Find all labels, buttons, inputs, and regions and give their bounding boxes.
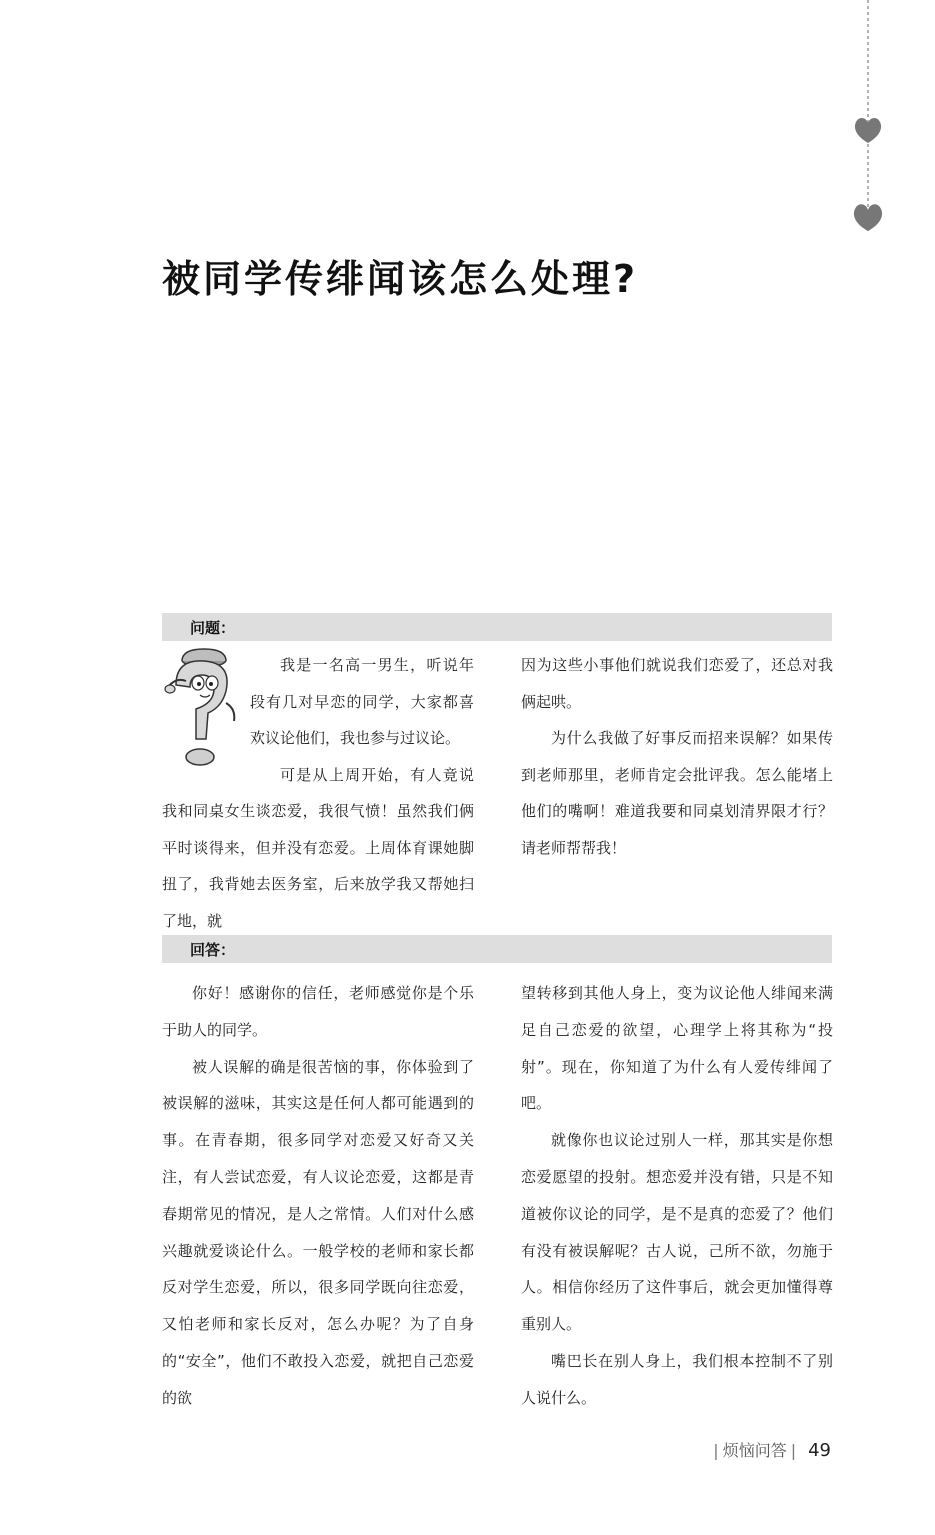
answer-paragraph-4: 就像你也议论过别人一样，那其实是你想恋爱愿望的投射。想恋爱并没有错，只是不知道被你议论的同学，是不是真的恋爱了？他们有没有被误解呢？古人说，己所不欲，勿施于人。相信你经历了这件事后，就会更加懂得尊重别人。 — [521, 1131, 833, 1334]
hanging-hearts-decoration — [0, 0, 935, 260]
answer-right-column — [521, 975, 833, 1417]
question-paragraph-1: 我是一名高一男生，听说年段有几对早恋的同学，大家都喜欢议论他们，我也参与过议论。 — [250, 656, 474, 747]
answer-paragraph-3: 望转移到其他人身上，变为议论他人绯闻来满足自己恋爱的欲望，心理学上将其称为“投射”。现在，你知道了为什么有人爱传绯闻了吧。 — [521, 984, 833, 1113]
question-paragraph-2: 可是从上周开始，有人竟说我和同桌女生谈恋爱，我很气愤！虽然我们俩平时谈得来，但并没有恋爱。上周体育课她脚扭了，我背她去医务室，后来放学我又帮她扫了地，就 — [162, 765, 474, 930]
answer-label: 回答： — [190, 941, 236, 959]
answer-header-bar — [162, 935, 832, 963]
answer-paragraph-5: 嘴巴长在别人身上，我们根本控制不了别人说什么。 — [521, 1351, 833, 1407]
footer-divider: | — [790, 1441, 797, 1460]
question-label: 问题： — [190, 619, 236, 637]
page-title: 被同学传绯闻该怎么处理? — [162, 257, 639, 301]
footer-divider: | — [713, 1441, 719, 1460]
question-mark-cartoon-illustration — [162, 647, 242, 767]
question-paragraph-3: 因为这些小事他们就说我们恋爱了，还总对我俩起哄。 — [521, 656, 833, 711]
answer-left-column — [162, 975, 474, 1417]
question-header-bar — [162, 613, 832, 641]
answer-paragraph-2: 被人误解的确是很苦恼的事，你体验到了被误解的滋味，其实这是任何人都可能遇到的事。在青春期，很多同学对恋爱又好奇又关注，有人尝试恋爱，有人议论恋爱，这都是青春期常见的情况，是人之常情。人们对什么感兴趣就爱谈论什么。一般学校的老师和家长都反对学生恋爱，所以，很多同学既向往恋爱，又怕老师和家长反对，怎么办呢？为了自身的“安全”，他们不敢投入恋爱，就把自己恋爱的欲 — [162, 1057, 474, 1407]
page-footer — [709, 1438, 831, 1461]
question-right-column — [521, 647, 833, 866]
heart-icon — [854, 204, 882, 231]
question-left-column — [162, 647, 474, 930]
footer-section-name: 烦恼问答 — [722, 1441, 787, 1460]
question-paragraph-4: 为什么我做了好事反而招来误解？如果传到老师那里，老师肯定会批评我。怎么能堵上他们的嘴啊！难道我要和同桌划清界限才行？请老师帮帮我！ — [521, 729, 833, 857]
page-number: 49 — [808, 1440, 831, 1461]
answer-paragraph-1: 你好！感谢你的信任，老师感觉你是个乐于助人的同学。 — [162, 984, 474, 1039]
